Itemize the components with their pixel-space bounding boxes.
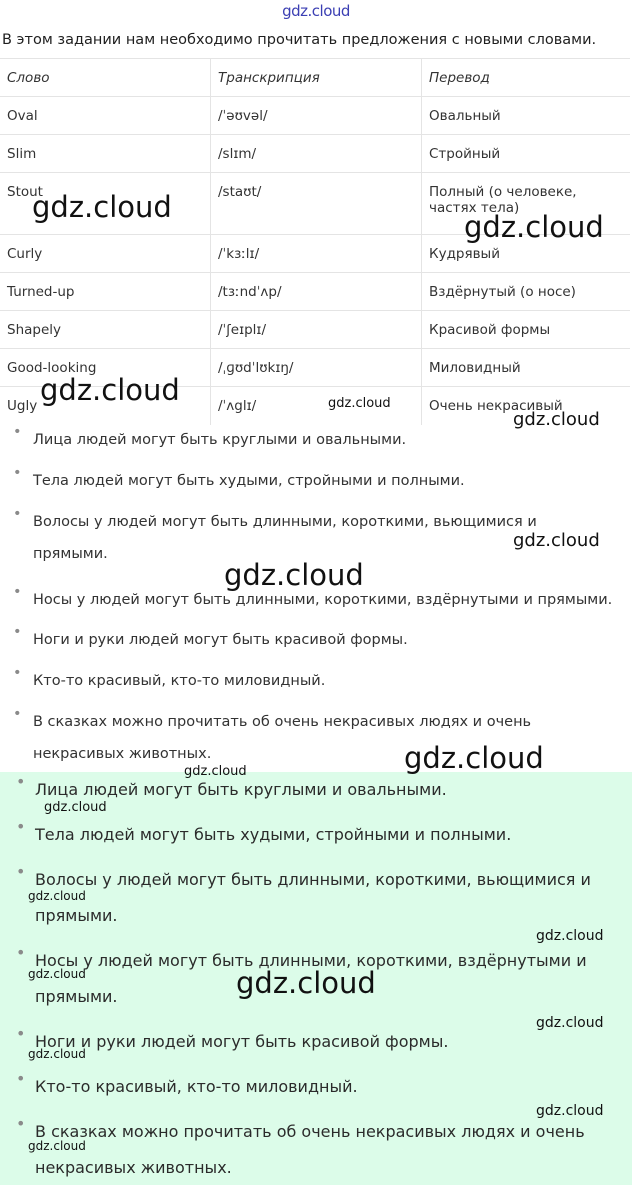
watermark: gdz.cloud	[28, 1139, 86, 1153]
bullet: •	[16, 1114, 26, 1133]
watermark: gdz.cloud	[224, 558, 364, 592]
bullet: •	[16, 862, 26, 881]
watermark: gdz.cloud	[536, 1015, 604, 1031]
bullet: •	[16, 817, 26, 836]
watermark: gdz.cloud	[328, 396, 391, 411]
translation-cell: Красивой формы	[422, 311, 631, 349]
transcription-cell: /slɪm/	[211, 135, 422, 173]
word-cell: Good-looking	[0, 349, 211, 387]
list-item-text: Кто-то красивый, кто-то миловидный.	[35, 1077, 358, 1096]
bullet: •	[16, 772, 26, 791]
watermark: gdz.cloud	[44, 800, 107, 815]
word-cell: Ugly	[0, 387, 211, 425]
translation-cell: Полный (о человеке, частях тела)	[422, 173, 631, 235]
list-item-text: Ноги и руки людей могут быть красивой формы.	[35, 1032, 449, 1051]
transcription-cell: /ˈʃeɪplɪ/	[211, 311, 422, 349]
transcription-cell: /ˌɡʊdˈlʊkɪŋ/	[211, 349, 422, 387]
column-header: Перевод	[422, 59, 631, 97]
watermark: gdz.cloud	[28, 889, 86, 903]
transcription-cell: /staʊt/	[211, 173, 422, 235]
watermark: gdz.cloud	[32, 190, 172, 224]
transcription-cell: /ˈəʊvəl/	[211, 97, 422, 135]
intro-text: В этом задании нам необходимо прочитать предложения с новыми словами.	[2, 32, 597, 48]
column-header: Слово	[0, 59, 211, 97]
list-item-text: В сказках можно прочитать об очень некрасивых людях и очень некрасивых животных.	[35, 1122, 585, 1177]
list-item-text: Носы у людей могут быть длинными, короткими, вздёрнутыми и прямыми.	[35, 951, 587, 1006]
watermark: gdz.cloud	[28, 967, 86, 981]
watermark: gdz.cloud	[184, 764, 247, 779]
watermark: gdz.cloud	[236, 966, 376, 1000]
translation-cell: Стройный	[422, 135, 631, 173]
word-cell: Slim	[0, 135, 211, 173]
word-cell: Curly	[0, 235, 211, 273]
translation-cell: Очень некрасивый	[422, 387, 631, 425]
watermark: gdz.cloud	[513, 409, 600, 430]
list-item-text: Ноги и руки людей могут быть красивой формы.	[33, 632, 408, 648]
list-item-text: Тела людей могут быть худыми, стройными и полными.	[33, 473, 465, 489]
column-header: Транскрипция	[211, 59, 422, 97]
word-cell: Shapely	[0, 311, 211, 349]
transcription-cell: /ˈʌglɪ/	[211, 387, 422, 425]
list-item-text: Волосы у людей могут быть длинными, короткими, вьющимися и прямыми.	[35, 870, 591, 925]
watermark: gdz.cloud	[404, 741, 544, 775]
watermark: gdz.cloud	[464, 210, 604, 244]
translation-cell: Овальный	[422, 97, 631, 135]
watermark: gdz.cloud	[513, 530, 600, 551]
list-item-text: Лица людей могут быть круглыми и овальными.	[35, 780, 447, 799]
table-row	[0, 311, 630, 349]
translation-cell: Вздёрнутый (о носе)	[422, 273, 631, 311]
transcription-cell: /ˈkɜːlɪ/	[211, 235, 422, 273]
bullet: •	[16, 943, 26, 962]
bullet: •	[13, 506, 22, 522]
word-cell: Stout	[0, 173, 211, 235]
bullet: •	[13, 424, 22, 440]
list-item-text: Кто-то красивый, кто-то миловидный.	[33, 673, 326, 689]
word-cell: Oval	[0, 97, 211, 135]
list-item-text: В сказках можно прочитать об очень некрасивых людях и очень некрасивых животных.	[33, 714, 532, 762]
watermark: gdz.cloud	[536, 928, 604, 944]
table-row	[0, 97, 630, 135]
bullet: •	[13, 665, 22, 681]
transcription-cell: /tɜːndˈʌp/	[211, 273, 422, 311]
bullet: •	[13, 584, 22, 600]
watermark: gdz.cloud	[40, 373, 180, 407]
site-logo[interactable]: gdz.cloud	[282, 2, 350, 20]
bullet: •	[13, 465, 22, 481]
bullet: •	[13, 624, 22, 640]
watermark: gdz.cloud	[28, 1047, 86, 1061]
watermark: gdz.cloud	[536, 1103, 604, 1119]
table-row	[0, 273, 630, 311]
word-cell: Turned-up	[0, 273, 211, 311]
list-item-text: Тела людей могут быть худыми, стройными и полными.	[35, 825, 512, 844]
table-header-row	[0, 59, 630, 97]
list-item-text: Лица людей могут быть круглыми и овальными.	[33, 432, 407, 448]
list-item-text: Волосы у людей могут быть длинными, короткими, вьющимися и прямыми.	[33, 514, 537, 562]
table-row	[0, 135, 630, 173]
bullet: •	[13, 706, 22, 722]
translation-cell: Миловидный	[422, 349, 631, 387]
bullet: •	[16, 1024, 26, 1043]
list-item-text: Носы у людей могут быть длинными, короткими, вздёрнутыми и прямыми.	[33, 592, 613, 608]
translation-cell: Кудрявый	[422, 235, 631, 273]
bullet: •	[16, 1069, 26, 1088]
